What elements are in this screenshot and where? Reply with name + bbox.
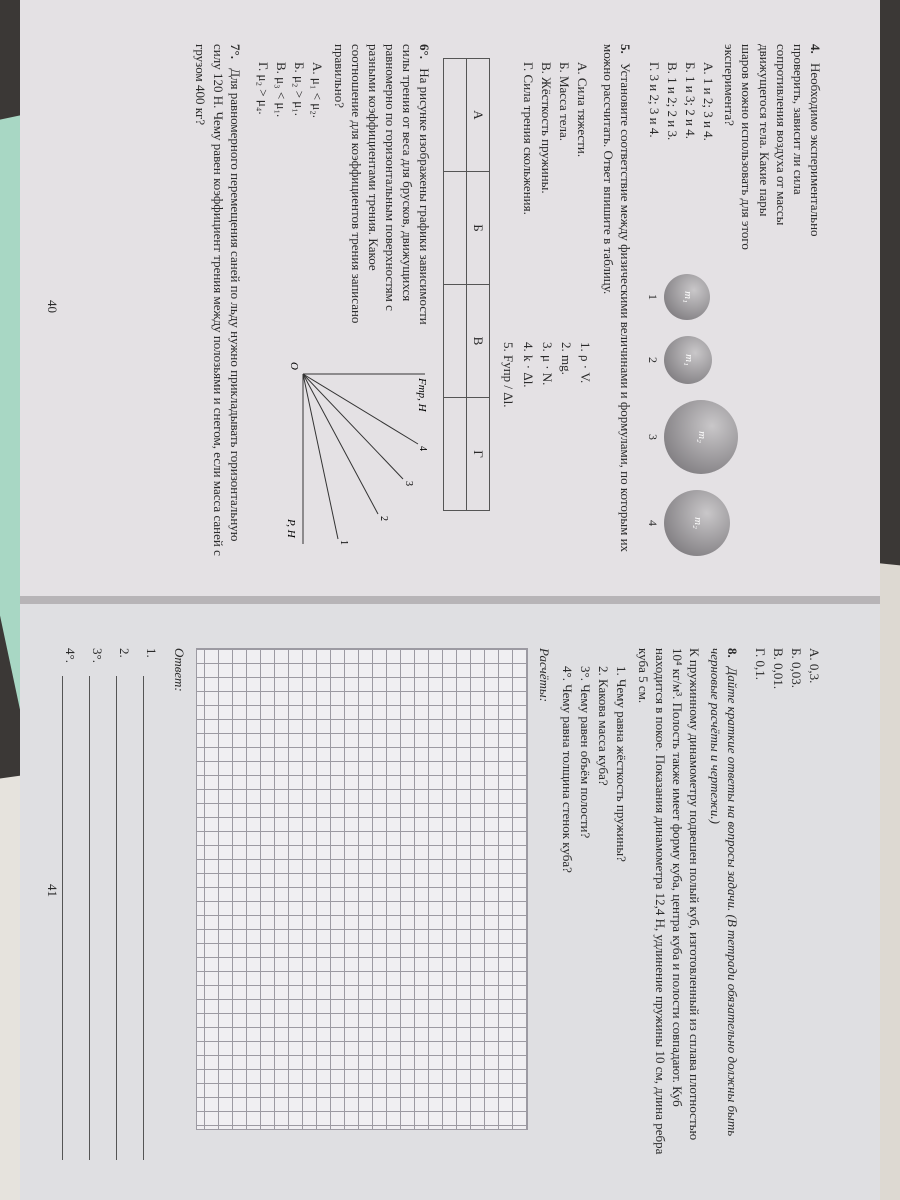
task-5-number: 5. <box>618 44 634 54</box>
answer-line-2[interactable] <box>116 648 133 1160</box>
question-2: 2. Какова масса куба? <box>596 666 612 786</box>
ball-3 <box>644 400 738 474</box>
quantity-c: В. Жёсткость пружины. <box>538 62 554 194</box>
page-40 <box>20 0 880 596</box>
table-header-b: Б <box>467 172 490 285</box>
table-header-a: А <box>467 59 490 172</box>
ball-3-number: 3 <box>646 434 661 440</box>
line-2-label: 2 <box>378 516 390 521</box>
option-d: Г. μ₂ > μ₄. <box>255 62 271 115</box>
answer-cell-a[interactable] <box>444 59 467 172</box>
formula-2: 2. mg. <box>558 342 574 375</box>
table-header-c: В <box>467 285 490 398</box>
formula-1: 1. ρ · V. <box>578 342 594 384</box>
task-4-options <box>645 62 717 254</box>
task-7-text: Для равномерного перемещения саней по льду нужно прикладывать горизонтальную силу 120 Н. Чему равен коэффициент трения между полозьями и снегом, если масса саней с грузом 400 кг? <box>193 44 243 556</box>
answer-number-3: 3°. <box>90 648 106 663</box>
question-3: 3°. Чему равен объём полости? <box>578 666 594 839</box>
answer-label: Ответ: <box>171 648 187 692</box>
calculation-grid[interactable] <box>196 648 528 1130</box>
calculations-label: Расчёты: <box>536 648 552 703</box>
task-8 <box>62 648 742 1160</box>
page-number-40: 40 <box>45 300 61 313</box>
answer-line-4[interactable] <box>62 648 79 1160</box>
formula-5: 5. Fупр / Δl. <box>501 342 517 408</box>
task-8-number: 8. <box>725 648 741 658</box>
formula-3: 3. μ · N. <box>539 342 555 386</box>
task-5-text: Установите соответствие между физическими величинами и формулами, по которым их можно рассчитать. Ответ впишите в таблицу. <box>601 44 634 553</box>
table-header-d: Г <box>467 398 490 511</box>
answer-blank-3[interactable] <box>89 676 104 1160</box>
formulas-list <box>498 342 596 408</box>
ball-4 <box>644 490 730 556</box>
task-7 <box>192 44 243 556</box>
task-8-text: К пружинному динамометру подвешен полый куб, изготовленный из сплава плотностью 10⁴ кг/м³. Полость также имеет форму куба, центра куба и полости совпадают. Куб находится в покое. Показания динамометра 12,4 Н, удлинение пружины 10 см, длина ребра куба 5 см. <box>635 648 703 1155</box>
option-d: Г. 3 и 2; 3 и 4. <box>646 62 662 138</box>
task-7-options <box>751 648 823 1160</box>
option-c: В. 0,01. <box>770 648 786 690</box>
answer-blank-4[interactable] <box>62 676 77 1160</box>
answer-line-1[interactable] <box>143 648 160 1160</box>
ball-2-number: 2 <box>646 357 661 363</box>
graph-line-3 <box>303 374 403 479</box>
origin-label: O <box>288 362 301 370</box>
task-6 <box>254 44 434 556</box>
line-1-label: 1 <box>338 540 350 545</box>
question-4: 4°. Чему равна толщина стенок куба? <box>559 666 575 873</box>
book-gutter <box>20 596 880 604</box>
option-c: В. 1 и 2; 2 и 3. <box>664 62 680 141</box>
option-a: А. 1 и 2; 3 и 4. <box>701 62 717 141</box>
ball-1-number: 1 <box>646 294 661 300</box>
quantity-a: А. Сила тяжести. <box>575 62 591 158</box>
task-6-options <box>255 62 327 334</box>
ball-2 <box>644 336 712 384</box>
graph-line-4 <box>303 374 418 444</box>
y-axis-label: Fтр, Н <box>416 378 429 412</box>
answer-table <box>443 58 490 511</box>
ball-4-label: m₂ <box>664 490 730 556</box>
ball-1-label: m₁ <box>664 274 710 320</box>
option-d: Г. 0,1. <box>752 648 768 681</box>
task-8-questions <box>559 666 631 1160</box>
answer-cell-d[interactable] <box>444 398 467 511</box>
ball-1 <box>644 274 710 320</box>
ball-2-label: m₁ <box>664 336 712 384</box>
task-8-intro: Дайте краткие ответы на вопросы задачи. (В тетради обязательно должны быть черновые расчёты и чертежи.) <box>708 648 741 1137</box>
quantities-list <box>498 62 592 322</box>
friction-graph <box>283 354 433 554</box>
task-4 <box>644 44 824 556</box>
answer-blank-1[interactable] <box>143 676 158 1160</box>
task-4-number: 4. <box>808 44 823 54</box>
graph-line-1 <box>303 374 338 539</box>
ball-3-label: m₂ <box>664 400 738 474</box>
task-6-text: На рисунке изображены графики зависимости силы трения от веса для брусков, движущихся равномерно по горизонтальным поверхностям с разными коэффициентами трения. Какое соотношение для коэффициентов трения записано правильно? <box>331 44 433 325</box>
balls-figure <box>644 274 818 556</box>
answer-cell-b[interactable] <box>444 172 467 285</box>
line-3-label: 3 <box>403 481 415 486</box>
answer-number-1: 1. <box>144 648 160 658</box>
quantity-d: Г. Сила трения скольжения. <box>520 62 536 215</box>
task-4-text: Необходимо экспериментально проверить, зависит ли сила сопротивления воздуха от массы движущегося тела. Какие пары шаров можно использовать для этого эксперимента? <box>722 44 823 250</box>
question-1: 1. Чему равна жёсткость пружины? <box>614 666 630 862</box>
formula-4: 4. k · Δl. <box>520 342 536 388</box>
option-a: А. μ₁ < μ₂. <box>310 62 326 118</box>
answer-number-2: 2. <box>117 648 133 658</box>
line-4-label: 4 <box>417 446 429 451</box>
x-axis-label: P, Н <box>285 519 298 538</box>
answer-number-4: 4°. <box>63 648 79 663</box>
task-5 <box>443 44 634 556</box>
ball-4-number: 4 <box>646 520 661 526</box>
graph-line-2 <box>303 374 378 514</box>
option-b: Б. μ₂ > μ₁. <box>292 62 308 117</box>
quantity-b: Б. Масса тела. <box>556 62 572 141</box>
task-7-number: 7°. <box>227 44 243 59</box>
open-workbook <box>20 0 880 1200</box>
option-b: Б. 1 и 3; 2 и 4. <box>682 62 698 139</box>
answer-cell-c[interactable] <box>444 285 467 398</box>
answer-line-3[interactable] <box>89 648 106 1160</box>
task-6-number: 6°. <box>417 44 433 59</box>
option-c: В. μ₃ < μ₁. <box>274 62 290 118</box>
option-b: Б. 0,03. <box>788 648 804 688</box>
page-41 <box>20 604 880 1200</box>
answer-blank-2[interactable] <box>116 676 131 1160</box>
page-number-41: 41 <box>45 884 61 897</box>
option-a: А. 0,3. <box>807 648 822 684</box>
